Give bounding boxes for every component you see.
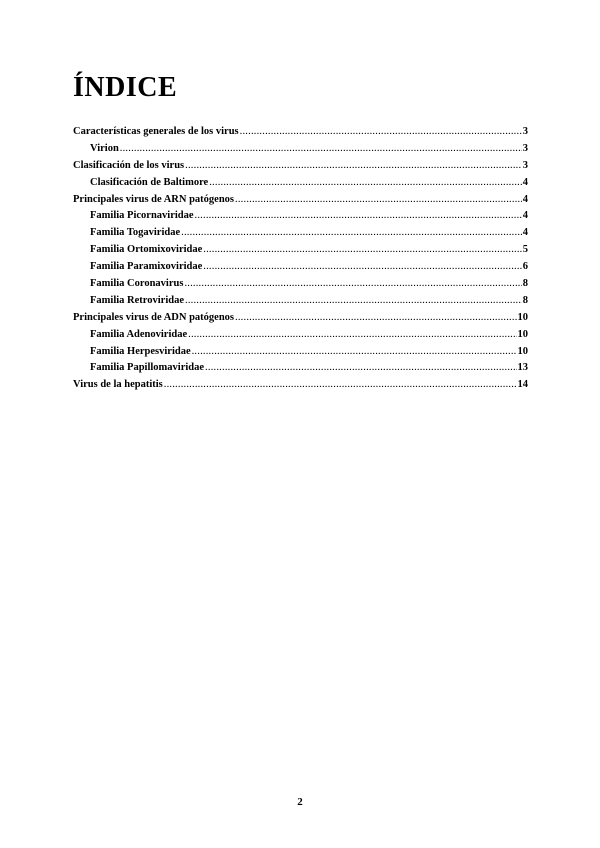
toc-entry-label: Familia Paramixoviridae	[90, 261, 203, 273]
toc-entry-label: Familia Ortomixoviridae	[90, 244, 203, 256]
toc-entry-page: 4	[522, 210, 528, 222]
toc-dot-leader	[188, 327, 516, 344]
toc-entry-label: Familia Papillomaviridae	[90, 362, 205, 374]
toc-entry[interactable]	[73, 124, 528, 141]
toc-entry-page: 10	[517, 328, 528, 340]
toc-entry-label: Familia Picornaviridae	[90, 210, 194, 222]
toc-entry-label: Características generales de los virus	[73, 126, 239, 137]
toc-dot-leader	[195, 208, 522, 225]
toc-entry[interactable]	[73, 208, 528, 225]
toc-dot-leader	[209, 175, 522, 192]
toc-entry-label: Familia Herpesviridae	[90, 345, 191, 357]
toc-entry[interactable]	[73, 377, 528, 394]
toc-entry[interactable]	[73, 192, 528, 209]
toc-entry-page: 4	[522, 176, 528, 188]
toc-entry[interactable]	[73, 175, 528, 192]
toc-entry-label: Familia Togaviridae	[90, 227, 181, 239]
toc-entry-page: 4	[522, 193, 528, 205]
toc-entry[interactable]	[73, 293, 528, 310]
toc-dot-leader	[181, 225, 522, 242]
toc-entry[interactable]	[73, 310, 528, 327]
toc-entry-page: 13	[517, 362, 528, 374]
toc-entry[interactable]	[73, 158, 528, 175]
toc-entry-label: Principales virus de ARN patógenos	[73, 193, 235, 205]
toc-entry-page: 3	[522, 159, 528, 171]
toc-entry-label: Virion	[90, 142, 119, 154]
toc-entry-label: Clasificación de Baltimore	[90, 176, 209, 188]
toc-dot-leader	[120, 141, 522, 158]
toc-entry-page: 10	[517, 311, 528, 323]
toc-dot-leader	[184, 276, 521, 293]
toc-dot-leader	[240, 124, 522, 141]
page-number: 2	[297, 796, 303, 808]
toc-dot-leader	[185, 293, 522, 310]
toc-dot-leader	[203, 259, 521, 276]
toc-dot-leader	[164, 377, 517, 394]
toc-entry[interactable]	[73, 327, 528, 344]
toc-entry-page: 10	[517, 345, 528, 357]
toc-dot-leader	[205, 360, 516, 377]
toc-dot-leader	[192, 344, 517, 361]
toc-entry-page: 3	[522, 126, 528, 137]
toc-entry[interactable]	[73, 242, 528, 259]
toc-entry-page: 5	[522, 244, 528, 256]
toc-entry-page: 3	[522, 142, 528, 154]
toc-dot-leader	[235, 192, 522, 209]
toc-entry-label: Virus de la hepatitis	[73, 379, 163, 391]
toc-entry[interactable]	[73, 141, 528, 158]
toc-entry-page: 8	[522, 278, 528, 290]
toc-dot-leader	[203, 242, 521, 259]
toc-entry[interactable]	[73, 344, 528, 361]
toc-entry[interactable]	[73, 259, 528, 276]
toc-entry[interactable]	[73, 360, 528, 377]
toc-entry-page: 6	[522, 261, 528, 273]
toc-entry-page: 14	[517, 379, 528, 391]
toc-dot-leader	[185, 158, 522, 175]
toc-entry[interactable]	[73, 225, 528, 242]
toc-entry-label: Familia Coronavirus	[90, 278, 184, 290]
toc-entry-label: Familia Retroviridae	[90, 294, 184, 306]
page-title: ÍNDICE	[73, 72, 178, 103]
toc-entry-label: Familia Adenoviridae	[90, 328, 188, 340]
toc-entry[interactable]	[73, 276, 528, 293]
toc-entry-label: Clasificación de los virus	[73, 159, 185, 171]
toc-entry-page: 8	[522, 294, 528, 306]
toc-entry-label: Principales virus de ADN patógenos	[73, 311, 235, 323]
table-of-contents	[73, 124, 528, 394]
toc-entry-page: 4	[522, 227, 528, 239]
toc-dot-leader	[235, 310, 516, 327]
